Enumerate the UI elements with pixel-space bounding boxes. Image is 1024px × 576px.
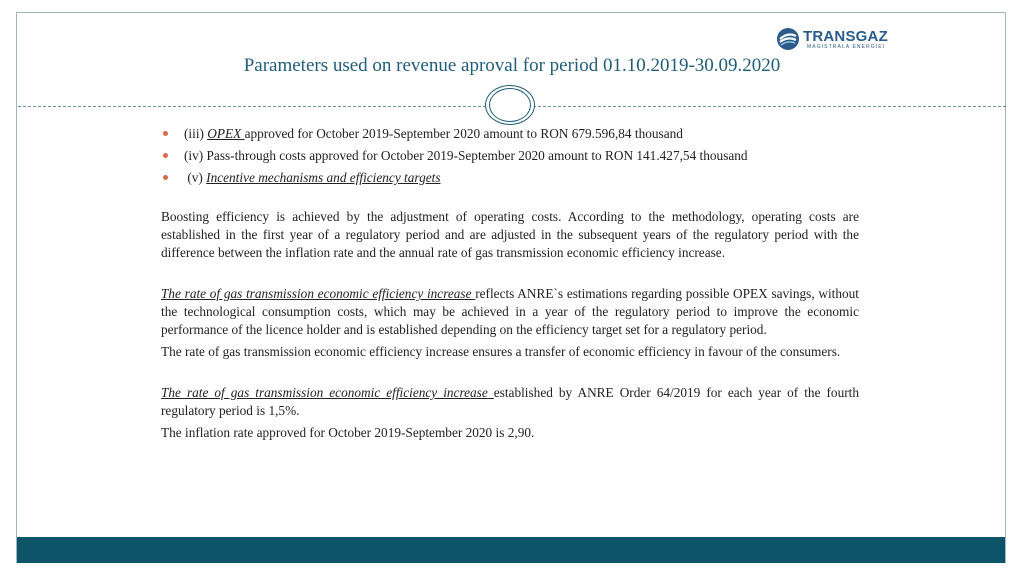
page-title: Parameters used on revenue aproval for period 01.10.2019-30.09.2020 (243, 55, 781, 76)
bullet-prefix: (iii) (184, 126, 208, 141)
bullet-emph: Incentive mechanisms and efficiency targets (206, 170, 441, 185)
paragraph-rate-definition (161, 285, 859, 339)
logo-subtitle: MAGISTRALA ENERGIEI (807, 43, 886, 50)
rate-order-text: established by ANRE Order 64/2019 for each year of the fourth regulatory period is 1,5%. (161, 385, 860, 418)
bullet-list (161, 125, 859, 187)
bullet-item-incentive (161, 169, 859, 187)
content-body (161, 125, 859, 442)
bullet-emph: OPEX (207, 126, 245, 141)
paragraph-boosting-efficiency: Boosting efficiency is achieved by the adjustment of operating costs. According to the methodology, operating costs are established in the first year of a regulatory period and are adjusted in the subsequent years of the regulatory period with the difference between the inflation rate and the annual rate of gas transmission economic efficiency increase. (161, 209, 859, 260)
transgaz-logo-icon (776, 27, 800, 51)
bullet-prefix: (iv) (184, 148, 207, 163)
bullet-prefix: (v) (184, 170, 207, 185)
bullet-text: Pass-through costs approved for October 2019-September 2020 amount to RON 141.427,54 thousand (206, 148, 748, 163)
paragraph-rate-order (161, 384, 859, 420)
paragraph-inflation-rate: The inflation rate approved for October 2019-September 2020 is 2,90. (161, 425, 535, 440)
transgaz-logo (776, 24, 888, 54)
rate-term: The rate of gas transmission economic efficiency increase (161, 385, 494, 400)
rate-term: The rate of gas transmission economic efficiency increase (161, 286, 476, 301)
bullet-text: approved for October 2019-September 2020 amount to RON 679.596,84 thousand (244, 126, 683, 141)
footer-bar (17, 537, 1005, 563)
bullet-item-opex (161, 125, 859, 143)
bullet-item-pass-through (161, 147, 859, 165)
logo-name: TRANSGAZ (803, 27, 888, 45)
paragraph-rate-transfer: The rate of gas transmission economic efficiency increase ensures a transfer of economic efficiency in favour of the consumers. (161, 344, 841, 359)
divider-ornament-inner (489, 88, 531, 122)
rate-definition-text: reflects ANRE`s estimations regarding possible OPEX savings, without the technological consumption costs, which may be achieved in a year of the regulatory period to improve the economic performance of the licence holder and is established depending on the efficiency target set for a regulatory period. (161, 286, 859, 337)
